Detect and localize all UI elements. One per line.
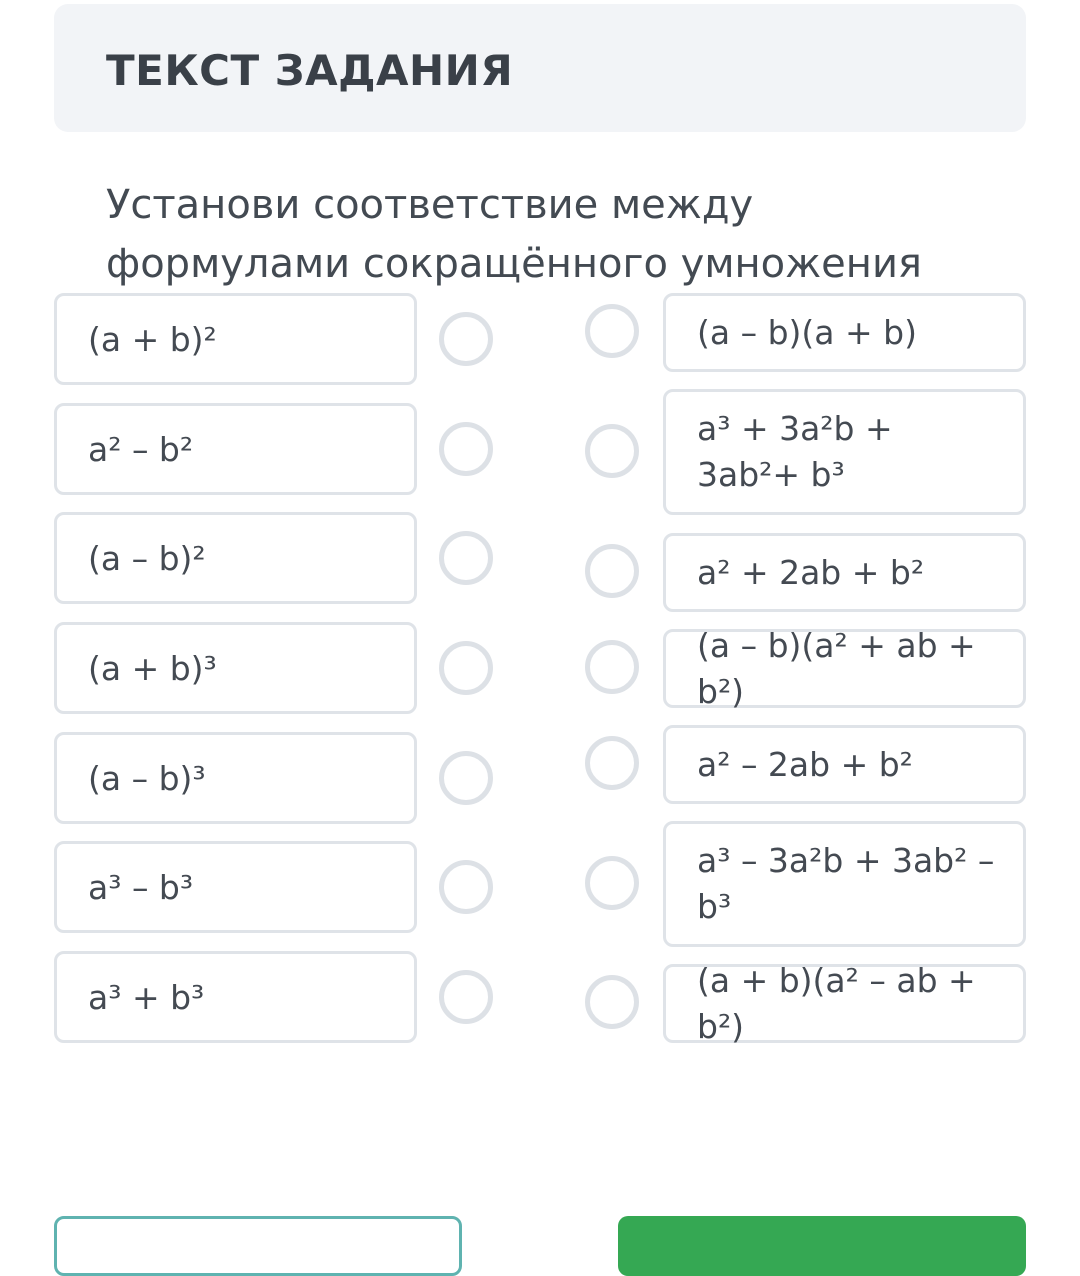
right-item-label: (a + b)(a² – ab + b²) xyxy=(697,960,976,1046)
task-header-title: ТЕКСТ ЗАДАНИЯ xyxy=(106,46,514,95)
left-item-7[interactable] xyxy=(54,951,417,1043)
right-match-radio-5[interactable] xyxy=(585,736,639,790)
left-item-label: (a – b)³ xyxy=(88,759,206,798)
right-item-7[interactable] xyxy=(663,960,1026,1046)
left-item-4[interactable] xyxy=(54,622,417,714)
secondary-button[interactable] xyxy=(54,1216,462,1276)
left-item-label: a³ – b³ xyxy=(88,868,194,907)
left-match-radio-5[interactable] xyxy=(439,751,493,805)
left-item-5[interactable] xyxy=(54,732,417,824)
right-item-label: (a – b)(a + b) xyxy=(697,312,917,352)
right-match-radio-2[interactable] xyxy=(585,424,639,478)
right-match-radio-4[interactable] xyxy=(585,640,639,694)
left-item-3[interactable] xyxy=(54,512,417,604)
left-match-radio-7[interactable] xyxy=(439,970,493,1024)
left-item-2[interactable] xyxy=(54,403,417,495)
left-match-radio-2[interactable] xyxy=(439,422,493,476)
left-match-radio-3[interactable] xyxy=(439,531,493,585)
left-item-6[interactable] xyxy=(54,841,417,933)
right-item-6[interactable] xyxy=(663,821,1026,947)
left-item-label: a³ + b³ xyxy=(88,978,205,1017)
right-item-label: a³ – 3a²b + 3ab² – b³ xyxy=(697,841,995,926)
left-item-label: (a + b)² xyxy=(88,320,217,359)
left-item-label: a² – b² xyxy=(88,430,194,469)
left-item-1[interactable] xyxy=(54,293,417,385)
left-item-label: (a – b)² xyxy=(88,539,206,578)
left-match-radio-4[interactable] xyxy=(439,641,493,695)
right-match-radio-6[interactable] xyxy=(585,856,639,910)
right-item-label: a² – 2ab + b² xyxy=(697,744,913,784)
left-match-radio-6[interactable] xyxy=(439,860,493,914)
left-item-label: (a + b)³ xyxy=(88,649,217,688)
right-item-4[interactable] xyxy=(663,625,1026,711)
right-match-radio-3[interactable] xyxy=(585,544,639,598)
primary-button[interactable] xyxy=(618,1216,1026,1276)
right-item-label: (a – b)(a² + ab + b²) xyxy=(697,625,976,711)
right-item-label: a² + 2ab + b² xyxy=(697,552,925,592)
left-match-radio-1[interactable] xyxy=(439,312,493,366)
right-match-radio-7[interactable] xyxy=(585,975,639,1029)
right-item-1[interactable] xyxy=(663,293,1026,372)
right-item-2[interactable] xyxy=(663,389,1026,515)
question-text: Установи соответствие между формулами сокращённого умножения xyxy=(106,182,922,287)
right-item-5[interactable] xyxy=(663,725,1026,804)
right-match-radio-1[interactable] xyxy=(585,304,639,358)
right-item-3[interactable] xyxy=(663,533,1026,612)
right-item-label: a³ + 3a²b + 3ab²+ b³ xyxy=(697,409,893,494)
task-header xyxy=(54,4,1026,132)
